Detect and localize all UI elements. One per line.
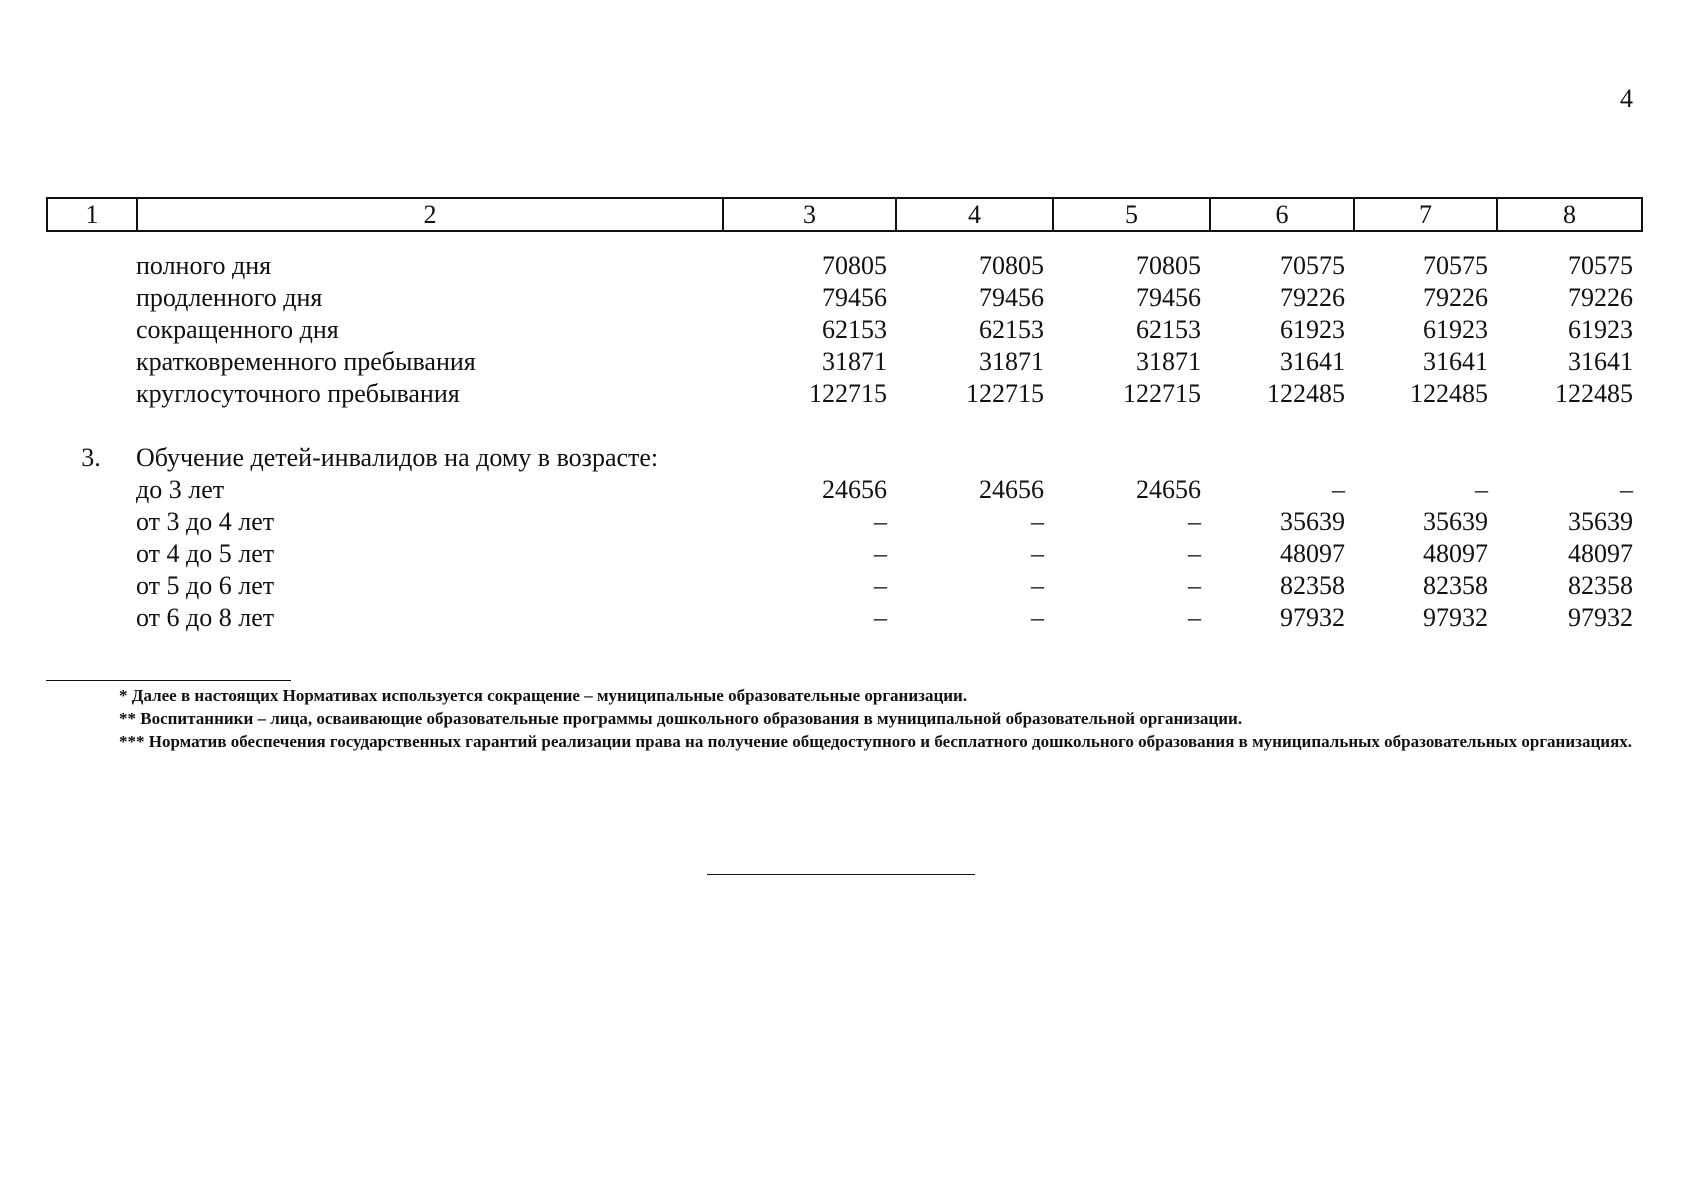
header-cell-1: 1: [47, 198, 137, 231]
footnote-1: * Далее в настоящих Нормативах используется сокращение – муниципальные образовательные организации.: [119, 686, 968, 705]
value-cell-col-8: 97932: [1568, 603, 1633, 632]
value-cell-col-5: 24656: [1136, 475, 1201, 504]
value-cell-col-3: 24656: [822, 475, 887, 504]
row-label: сокращенного дня: [136, 315, 339, 344]
value-cell-col-3: 79456: [822, 283, 887, 312]
value-cell-col-5: 79456: [1136, 283, 1201, 312]
value-cell-col-3: 70805: [822, 251, 887, 280]
table-row: [46, 282, 1641, 314]
value-cell-col-5: 31871: [1136, 347, 1201, 376]
row-index: [46, 538, 136, 570]
table-row: [46, 346, 1641, 378]
column-number-header: [46, 197, 1643, 232]
value-cell-col-7: [1353, 442, 1496, 474]
page-number: 4: [1620, 84, 1633, 113]
value-cell-col-8: 122485: [1555, 379, 1633, 408]
value-cell-col-5: 122715: [1123, 379, 1201, 408]
header-cell-7: 7: [1354, 198, 1497, 231]
row-label: от 4 до 5 лет: [136, 539, 275, 568]
data-body: [46, 250, 1641, 634]
value-cell-col-7: 61923: [1423, 315, 1488, 344]
header-row: [47, 198, 1642, 231]
header-cell-8: 8: [1497, 198, 1642, 231]
row-label: до 3 лет: [136, 475, 225, 504]
value-cell-col-6: 31641: [1280, 347, 1345, 376]
value-cell-col-4: –: [1031, 507, 1044, 536]
row-label: от 6 до 8 лет: [136, 603, 275, 632]
value-cell-col-8: 79226: [1568, 283, 1633, 312]
value-cell-col-6: –: [1332, 475, 1345, 504]
value-cell-col-7: 31641: [1423, 347, 1488, 376]
value-cell-col-4: 31871: [979, 347, 1044, 376]
value-cell-col-7: –: [1475, 475, 1488, 504]
value-cell-col-3: 31871: [822, 347, 887, 376]
value-cell-col-3: 122715: [809, 379, 887, 408]
footnote-3: *** Норматив обеспечения государственных гарантий реализации права на получение общедоступного и бесплатного дошкольного образования в муниципальных образовательных организациях.: [119, 732, 1633, 751]
value-cell-col-5: –: [1188, 539, 1201, 568]
row-index: [46, 570, 136, 602]
value-cell-col-4: 24656: [979, 475, 1044, 504]
table-row: [46, 474, 1641, 506]
value-cell-col-3: –: [874, 571, 887, 600]
value-cell-col-7: 35639: [1423, 507, 1488, 536]
end-rule: [707, 874, 975, 875]
value-cell-col-6: 79226: [1280, 283, 1345, 312]
value-cell-col-8: 31641: [1568, 347, 1633, 376]
value-cell-col-6: [1209, 442, 1353, 474]
header-cell-5: 5: [1053, 198, 1210, 231]
table-row: [46, 378, 1641, 410]
row-index: [46, 474, 136, 506]
value-cell-col-8: 48097: [1568, 539, 1633, 568]
spacer-cell: [46, 410, 1641, 442]
row-label: кратковременного пребывания: [136, 347, 476, 376]
row-label: продленного дня: [136, 283, 323, 312]
footnote-2: ** Воспитанники – лица, осваивающие образовательные программы дошкольного образования в муниципальной образовательной организации.: [119, 709, 1243, 728]
row-index: [46, 506, 136, 538]
value-cell-col-6: 97932: [1280, 603, 1345, 632]
row-index: [46, 346, 136, 378]
data-table: [46, 250, 1641, 634]
table-row: [46, 506, 1641, 538]
value-cell-col-3: –: [874, 603, 887, 632]
value-cell-col-3: 62153: [822, 315, 887, 344]
value-cell-col-5: 62153: [1136, 315, 1201, 344]
value-cell-col-4: 70805: [979, 251, 1044, 280]
table-row: [46, 250, 1641, 282]
value-cell-col-4: [895, 442, 1052, 474]
value-cell-col-6: 70575: [1280, 251, 1345, 280]
header-cell-3: 3: [723, 198, 896, 231]
value-cell-col-8: –: [1620, 475, 1633, 504]
table-row: [46, 570, 1641, 602]
row-label: круглосуточного пребывания: [136, 379, 460, 408]
row-index: [46, 282, 136, 314]
row-label: Обучение детей-инвалидов на дому в возрасте:: [136, 443, 659, 472]
value-cell-col-4: –: [1031, 539, 1044, 568]
value-cell-col-4: –: [1031, 571, 1044, 600]
table-row: [46, 314, 1641, 346]
table-row: [46, 442, 1641, 474]
value-cell-col-8: 61923: [1568, 315, 1633, 344]
value-cell-col-4: 79456: [979, 283, 1044, 312]
value-cell-col-7: 70575: [1423, 251, 1488, 280]
value-cell-col-5: –: [1188, 507, 1201, 536]
value-cell-col-5: –: [1188, 571, 1201, 600]
value-cell-col-8: 35639: [1568, 507, 1633, 536]
value-cell-col-3: [722, 442, 895, 474]
table-row: [46, 538, 1641, 570]
value-cell-col-8: 82358: [1568, 571, 1633, 600]
value-cell-col-6: 122485: [1267, 379, 1345, 408]
value-cell-col-5: –: [1188, 603, 1201, 632]
value-cell-col-7: 79226: [1423, 283, 1488, 312]
footnote-separator: [46, 680, 291, 681]
value-cell-col-3: –: [874, 539, 887, 568]
table-row: [46, 602, 1641, 634]
value-cell-col-6: 48097: [1280, 539, 1345, 568]
value-cell-col-4: 122715: [966, 379, 1044, 408]
header-cell-6: 6: [1210, 198, 1354, 231]
spacer-row: [46, 410, 1641, 442]
value-cell-col-8: [1496, 442, 1641, 474]
row-label: от 3 до 4 лет: [136, 507, 275, 536]
row-index: 3.: [81, 443, 101, 472]
value-cell-col-5: [1052, 442, 1209, 474]
row-index: [46, 314, 136, 346]
row-index: [46, 378, 136, 410]
row-index: [46, 250, 136, 282]
header-cell-4: 4: [896, 198, 1053, 231]
value-cell-col-7: 97932: [1423, 603, 1488, 632]
row-label: полного дня: [136, 251, 272, 280]
value-cell-col-7: 48097: [1423, 539, 1488, 568]
row-index: [46, 602, 136, 634]
value-cell-col-7: 82358: [1423, 571, 1488, 600]
value-cell-col-3: –: [874, 507, 887, 536]
value-cell-col-4: –: [1031, 603, 1044, 632]
value-cell-col-6: 35639: [1280, 507, 1345, 536]
header-cell-2: 2: [137, 198, 723, 231]
value-cell-col-6: 82358: [1280, 571, 1345, 600]
value-cell-col-7: 122485: [1410, 379, 1488, 408]
value-cell-col-5: 70805: [1136, 251, 1201, 280]
value-cell-col-8: 70575: [1568, 251, 1633, 280]
value-cell-col-6: 61923: [1280, 315, 1345, 344]
value-cell-col-4: 62153: [979, 315, 1044, 344]
footnotes: [46, 684, 1641, 753]
row-label: от 5 до 6 лет: [136, 571, 275, 600]
